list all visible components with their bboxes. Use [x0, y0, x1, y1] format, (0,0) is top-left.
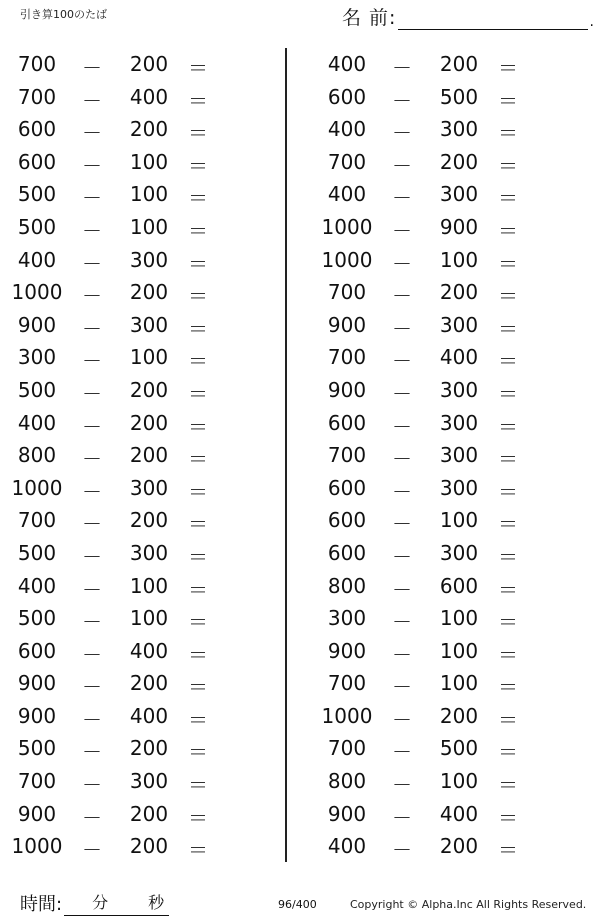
problem-row — [8, 373, 288, 406]
minuend: 500 — [17, 182, 57, 207]
minuend: 600 — [327, 508, 367, 533]
problem-row — [8, 471, 288, 504]
equals-sign: ＝ — [498, 121, 518, 146]
minuend: 1000 — [11, 834, 63, 859]
subtrahend: 300 — [439, 475, 479, 500]
minus-sign: － — [82, 773, 102, 798]
minus-sign: － — [392, 512, 412, 537]
equals-sign: ＝ — [188, 805, 208, 830]
equals-sign: ＝ — [498, 284, 518, 309]
subtrahend: 300 — [439, 182, 479, 207]
problem-row — [318, 243, 598, 276]
problem-row — [8, 145, 288, 178]
problem-row — [8, 601, 288, 634]
problem-row — [318, 764, 598, 797]
problem-row — [8, 764, 288, 797]
subtrahend: 300 — [439, 443, 479, 468]
equals-sign: ＝ — [188, 610, 208, 635]
subtrahend: 300 — [129, 540, 169, 565]
problem-column-right — [318, 47, 598, 862]
minuend: 400 — [17, 573, 57, 598]
minuend: 1000 — [11, 280, 63, 305]
minus-sign: － — [392, 642, 412, 667]
subtrahend: 200 — [129, 801, 169, 826]
subtrahend: 300 — [129, 475, 169, 500]
subtrahend: 900 — [439, 214, 479, 239]
equals-sign: ＝ — [188, 186, 208, 211]
equals-sign: ＝ — [188, 316, 208, 341]
minus-sign: － — [82, 740, 102, 765]
minus-sign: － — [82, 284, 102, 309]
problem-row — [318, 503, 598, 536]
equals-sign: ＝ — [188, 284, 208, 309]
problem-row — [8, 406, 288, 439]
minus-sign: － — [82, 381, 102, 406]
minuend: 500 — [17, 540, 57, 565]
minuend: 700 — [17, 84, 57, 109]
minus-sign: － — [392, 153, 412, 178]
time-blank-line[interactable] — [64, 893, 169, 916]
minus-sign: － — [82, 610, 102, 635]
problem-row — [318, 47, 598, 80]
subtrahend: 100 — [439, 606, 479, 631]
problem-column-left — [8, 47, 288, 862]
problem-row — [8, 80, 288, 113]
minus-sign: － — [392, 349, 412, 374]
subtrahend: 100 — [129, 606, 169, 631]
minus-sign: － — [82, 838, 102, 863]
problem-row — [8, 112, 288, 145]
equals-sign: ＝ — [498, 316, 518, 341]
minus-sign: － — [392, 447, 412, 472]
minuend: 900 — [17, 671, 57, 696]
subtrahend: 300 — [439, 410, 479, 435]
equals-sign: ＝ — [498, 447, 518, 472]
minuend: 400 — [327, 117, 367, 142]
minus-sign: － — [82, 414, 102, 439]
minuend: 1000 — [321, 214, 373, 239]
minus-sign: － — [82, 447, 102, 472]
equals-sign: ＝ — [498, 675, 518, 700]
minuend: 600 — [327, 540, 367, 565]
equals-sign: ＝ — [498, 414, 518, 439]
subtrahend: 400 — [439, 345, 479, 370]
equals-sign: ＝ — [188, 88, 208, 113]
minuend: 900 — [327, 801, 367, 826]
problem-row — [318, 340, 598, 373]
seconds-label: 秒 — [148, 893, 165, 912]
subtrahend: 200 — [439, 280, 479, 305]
minuend: 700 — [327, 345, 367, 370]
page-number: 96/400 — [278, 898, 317, 911]
subtrahend: 300 — [439, 117, 479, 142]
subtrahend: 200 — [439, 149, 479, 174]
minus-sign: － — [392, 805, 412, 830]
subtrahend: 200 — [129, 736, 169, 761]
minus-sign: － — [82, 479, 102, 504]
subtrahend: 500 — [439, 736, 479, 761]
minuend: 700 — [327, 280, 367, 305]
minus-sign: － — [392, 381, 412, 406]
minus-sign: － — [392, 479, 412, 504]
subtrahend: 200 — [129, 117, 169, 142]
equals-sign: ＝ — [498, 381, 518, 406]
problem-row — [8, 210, 288, 243]
equals-sign: ＝ — [498, 218, 518, 243]
problem-row — [8, 503, 288, 536]
equals-sign: ＝ — [188, 544, 208, 569]
minus-sign: － — [82, 56, 102, 80]
name-field — [342, 6, 594, 30]
subtrahend: 100 — [129, 149, 169, 174]
subtrahend: 100 — [439, 247, 479, 272]
subtrahend: 100 — [439, 769, 479, 794]
minuend: 400 — [17, 247, 57, 272]
problem-row — [8, 275, 288, 308]
subtrahend: 100 — [129, 345, 169, 370]
problem-row — [8, 340, 288, 373]
equals-sign: ＝ — [188, 577, 208, 602]
equals-sign: ＝ — [498, 805, 518, 830]
equals-sign: ＝ — [498, 838, 518, 863]
subtrahend: 600 — [439, 573, 479, 598]
minuend: 500 — [17, 214, 57, 239]
minus-sign: － — [392, 414, 412, 439]
subtrahend: 200 — [439, 834, 479, 859]
name-blank-line[interactable] — [398, 9, 588, 30]
problem-row — [8, 634, 288, 667]
problem-row — [318, 406, 598, 439]
equals-sign: ＝ — [498, 642, 518, 667]
problem-row — [318, 177, 598, 210]
subtrahend: 400 — [129, 703, 169, 728]
minus-sign: － — [82, 544, 102, 569]
minus-sign: － — [82, 707, 102, 732]
subtrahend: 300 — [129, 247, 169, 272]
minuend: 700 — [327, 736, 367, 761]
subtrahend: 200 — [129, 508, 169, 533]
subtrahend: 200 — [129, 280, 169, 305]
minuend: 600 — [17, 149, 57, 174]
name-end-dot: . — [589, 14, 594, 30]
equals-sign: ＝ — [498, 88, 518, 113]
minus-sign: － — [82, 218, 102, 243]
minus-sign: － — [392, 121, 412, 146]
minuend: 700 — [17, 508, 57, 533]
equals-sign: ＝ — [188, 251, 208, 276]
problem-row — [8, 797, 288, 830]
problem-row — [318, 601, 598, 634]
equals-sign: ＝ — [188, 349, 208, 374]
equals-sign: ＝ — [188, 56, 208, 80]
problem-row — [318, 829, 598, 862]
minuend: 600 — [17, 117, 57, 142]
minus-sign: － — [82, 316, 102, 341]
problem-row — [318, 634, 598, 667]
equals-sign: ＝ — [188, 153, 208, 178]
problem-row — [318, 731, 598, 764]
subtrahend: 200 — [129, 410, 169, 435]
equals-sign: ＝ — [498, 479, 518, 504]
minuend: 600 — [327, 410, 367, 435]
minuend: 900 — [327, 312, 367, 337]
minuend: 900 — [17, 703, 57, 728]
minus-sign: － — [392, 675, 412, 700]
equals-sign: ＝ — [188, 512, 208, 537]
equals-sign: ＝ — [498, 56, 518, 80]
minus-sign: － — [82, 805, 102, 830]
worksheet-title: 引き算100のたば — [20, 8, 107, 21]
problem-row — [318, 536, 598, 569]
subtrahend: 300 — [439, 312, 479, 337]
minus-sign: － — [392, 284, 412, 309]
equals-sign: ＝ — [188, 381, 208, 406]
minuend: 900 — [17, 801, 57, 826]
problem-row — [318, 80, 598, 113]
minuend: 600 — [327, 475, 367, 500]
problem-row — [8, 438, 288, 471]
problem-row — [318, 699, 598, 732]
problem-row — [318, 471, 598, 504]
minus-sign: － — [82, 675, 102, 700]
problem-row — [8, 177, 288, 210]
equals-sign: ＝ — [188, 479, 208, 504]
minus-sign: － — [392, 218, 412, 243]
minutes-label: 分 — [92, 893, 109, 912]
problem-row — [318, 308, 598, 341]
minuend: 900 — [327, 377, 367, 402]
minuend: 800 — [327, 573, 367, 598]
minuend: 900 — [17, 312, 57, 337]
minus-sign: － — [82, 642, 102, 667]
minus-sign: － — [82, 251, 102, 276]
equals-sign: ＝ — [188, 707, 208, 732]
minus-sign: － — [392, 610, 412, 635]
minuend: 600 — [17, 638, 57, 663]
problem-row — [318, 145, 598, 178]
minuend: 400 — [327, 52, 367, 76]
minus-sign: － — [82, 121, 102, 146]
minus-sign: － — [392, 56, 412, 80]
equals-sign: ＝ — [498, 740, 518, 765]
subtrahend: 300 — [129, 769, 169, 794]
equals-sign: ＝ — [498, 610, 518, 635]
minus-sign: － — [82, 512, 102, 537]
equals-sign: ＝ — [498, 186, 518, 211]
minus-sign: － — [392, 838, 412, 863]
problem-row — [318, 797, 598, 830]
minuend: 800 — [17, 443, 57, 468]
minus-sign: － — [82, 349, 102, 374]
equals-sign: ＝ — [188, 838, 208, 863]
minuend: 700 — [17, 52, 57, 76]
problem-row — [318, 569, 598, 602]
equals-sign: ＝ — [188, 773, 208, 798]
minus-sign: － — [82, 577, 102, 602]
equals-sign: ＝ — [188, 642, 208, 667]
minuend: 400 — [17, 410, 57, 435]
time-label: 時間: — [20, 894, 63, 915]
subtrahend: 400 — [129, 638, 169, 663]
equals-sign: ＝ — [498, 349, 518, 374]
minus-sign: － — [392, 544, 412, 569]
equals-sign: ＝ — [498, 707, 518, 732]
subtrahend: 200 — [129, 671, 169, 696]
subtrahend: 100 — [129, 214, 169, 239]
problem-row — [8, 829, 288, 862]
subtrahend: 200 — [129, 52, 169, 76]
minuend: 400 — [327, 834, 367, 859]
copyright-notice: Copyright © Alpha.Inc All Rights Reserved. — [350, 898, 587, 911]
minus-sign: － — [82, 153, 102, 178]
subtrahend: 300 — [129, 312, 169, 337]
equals-sign: ＝ — [188, 447, 208, 472]
minuend: 1000 — [321, 703, 373, 728]
equals-sign: ＝ — [498, 153, 518, 178]
subtrahend: 400 — [129, 84, 169, 109]
subtrahend: 200 — [439, 703, 479, 728]
subtrahend: 100 — [439, 671, 479, 696]
subtrahend: 400 — [439, 801, 479, 826]
name-label: 名 前: — [342, 7, 397, 29]
minuend: 700 — [327, 671, 367, 696]
minuend: 400 — [327, 182, 367, 207]
equals-sign: ＝ — [188, 414, 208, 439]
minus-sign: － — [392, 577, 412, 602]
minuend: 700 — [327, 443, 367, 468]
problem-row — [8, 699, 288, 732]
problem-row — [8, 569, 288, 602]
equals-sign: ＝ — [498, 577, 518, 602]
minuend: 300 — [17, 345, 57, 370]
minus-sign: － — [82, 186, 102, 211]
problem-row — [8, 308, 288, 341]
problem-row — [318, 666, 598, 699]
problem-row — [8, 666, 288, 699]
subtrahend: 100 — [129, 182, 169, 207]
problem-row — [318, 210, 598, 243]
problem-row — [8, 731, 288, 764]
minuend: 700 — [327, 149, 367, 174]
minuend: 900 — [327, 638, 367, 663]
subtrahend: 300 — [439, 540, 479, 565]
minus-sign: － — [392, 88, 412, 113]
subtrahend: 300 — [439, 377, 479, 402]
minuend: 500 — [17, 377, 57, 402]
problem-row — [8, 47, 288, 80]
equals-sign: ＝ — [498, 512, 518, 537]
minus-sign: － — [392, 707, 412, 732]
minuend: 500 — [17, 606, 57, 631]
minus-sign: － — [392, 186, 412, 211]
minuend: 1000 — [321, 247, 373, 272]
subtrahend: 100 — [439, 508, 479, 533]
subtrahend: 200 — [439, 52, 479, 76]
equals-sign: ＝ — [188, 675, 208, 700]
equals-sign: ＝ — [498, 544, 518, 569]
problem-row — [8, 536, 288, 569]
minus-sign: － — [82, 88, 102, 113]
problem-row — [318, 373, 598, 406]
equals-sign: ＝ — [188, 121, 208, 146]
subtrahend: 100 — [439, 638, 479, 663]
problem-row — [318, 112, 598, 145]
minuend: 1000 — [11, 475, 63, 500]
minuend: 500 — [17, 736, 57, 761]
minuend: 300 — [327, 606, 367, 631]
problem-row — [318, 438, 598, 471]
equals-sign: ＝ — [498, 773, 518, 798]
problem-row — [8, 243, 288, 276]
subtrahend: 100 — [129, 573, 169, 598]
problem-row — [318, 275, 598, 308]
minuend: 800 — [327, 769, 367, 794]
minuend: 600 — [327, 84, 367, 109]
minuend: 700 — [17, 769, 57, 794]
minus-sign: － — [392, 251, 412, 276]
subtrahend: 200 — [129, 377, 169, 402]
equals-sign: ＝ — [188, 218, 208, 243]
time-field — [20, 890, 169, 916]
equals-sign: ＝ — [498, 251, 518, 276]
minus-sign: － — [392, 773, 412, 798]
minus-sign: － — [392, 740, 412, 765]
subtrahend: 200 — [129, 834, 169, 859]
equals-sign: ＝ — [188, 740, 208, 765]
minus-sign: － — [392, 316, 412, 341]
subtrahend: 500 — [439, 84, 479, 109]
subtrahend: 200 — [129, 443, 169, 468]
